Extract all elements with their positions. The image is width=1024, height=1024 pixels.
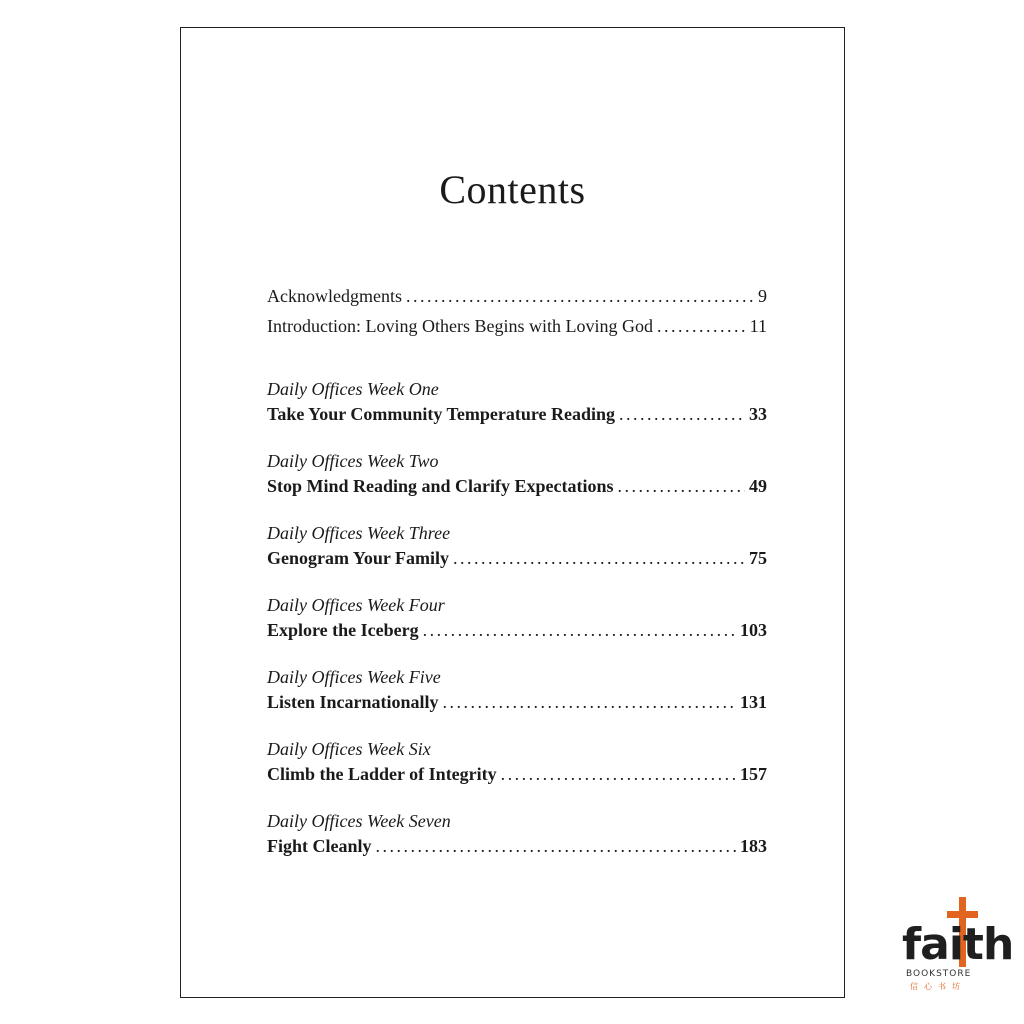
chapter-title: Listen Incarnationally: [267, 692, 439, 712]
week-label: Daily Offices Week Two: [267, 451, 439, 471]
dot-leader: [376, 836, 736, 857]
dot-leader: [423, 620, 736, 641]
toc-entry-page: 11: [749, 316, 767, 336]
toc-entry-label: Acknowledgments: [267, 286, 402, 306]
dot-leader: [443, 692, 736, 713]
week-label: Daily Offices Week Five: [267, 667, 441, 687]
logo-wordmark: faith: [902, 919, 1014, 970]
chapter-title: Take Your Community Temperature Reading: [267, 404, 616, 424]
dot-leader: [618, 476, 745, 497]
week-label: Daily Offices Week One: [267, 379, 439, 399]
toc-chapter-entry: [267, 404, 767, 434]
logo-subtitle: BOOKSTORE: [906, 969, 972, 979]
toc-chapter-entry: [267, 476, 767, 506]
chapter-page: 103: [740, 620, 767, 640]
cross-icon-bar: [947, 911, 978, 918]
toc-week-6: [267, 734, 767, 794]
chapter-title: Stop Mind Reading and Clarify Expectations: [267, 476, 614, 496]
toc-chapter-entry: [267, 692, 767, 722]
toc-entry-label: Introduction: Loving Others Begins with Loving God: [267, 316, 653, 336]
toc-week-1: [267, 374, 767, 434]
toc-week-7: [267, 806, 767, 866]
chapter-title: Climb the Ladder of Integrity: [267, 764, 497, 784]
chapter-page: 49: [749, 476, 767, 496]
toc-week-2: [267, 446, 767, 506]
toc-chapter-entry: [267, 764, 767, 794]
chapter-page: 33: [749, 404, 767, 424]
chapter-page: 75: [749, 548, 767, 568]
toc-entry-page: 9: [758, 286, 767, 306]
toc-entry-introduction: [267, 316, 767, 346]
chapter-page: 131: [740, 692, 767, 712]
chapter-title: Genogram Your Family: [267, 548, 449, 568]
toc-chapter-entry: [267, 620, 767, 650]
week-label: Daily Offices Week Three: [267, 523, 451, 543]
chapter-title: Explore the Iceberg: [267, 620, 419, 640]
logo-chinese-text: 信心书坊: [910, 982, 966, 991]
book-page: [180, 27, 845, 998]
chapter-page: 157: [740, 764, 767, 784]
toc-chapter-entry: [267, 836, 767, 866]
dot-leader: [501, 764, 736, 785]
dot-leader: [657, 316, 746, 337]
chapter-title: Fight Cleanly: [267, 836, 372, 856]
toc-entry-acknowledgments: [267, 286, 767, 316]
week-label: Daily Offices Week Four: [267, 595, 445, 615]
toc-week-4: [267, 590, 767, 650]
chapter-page: 183: [740, 836, 767, 856]
toc-week-5: [267, 662, 767, 722]
dot-leader: [619, 404, 745, 425]
week-label: Daily Offices Week Six: [267, 739, 431, 759]
toc-week-3: [267, 518, 767, 578]
table-of-contents: [267, 286, 767, 866]
toc-chapter-entry: [267, 548, 767, 578]
dot-leader: [453, 548, 745, 569]
page-title: Contents: [439, 167, 586, 212]
dot-leader: [406, 286, 754, 307]
week-label: Daily Offices Week Seven: [267, 811, 451, 831]
faith-bookstore-logo: [900, 895, 1014, 995]
